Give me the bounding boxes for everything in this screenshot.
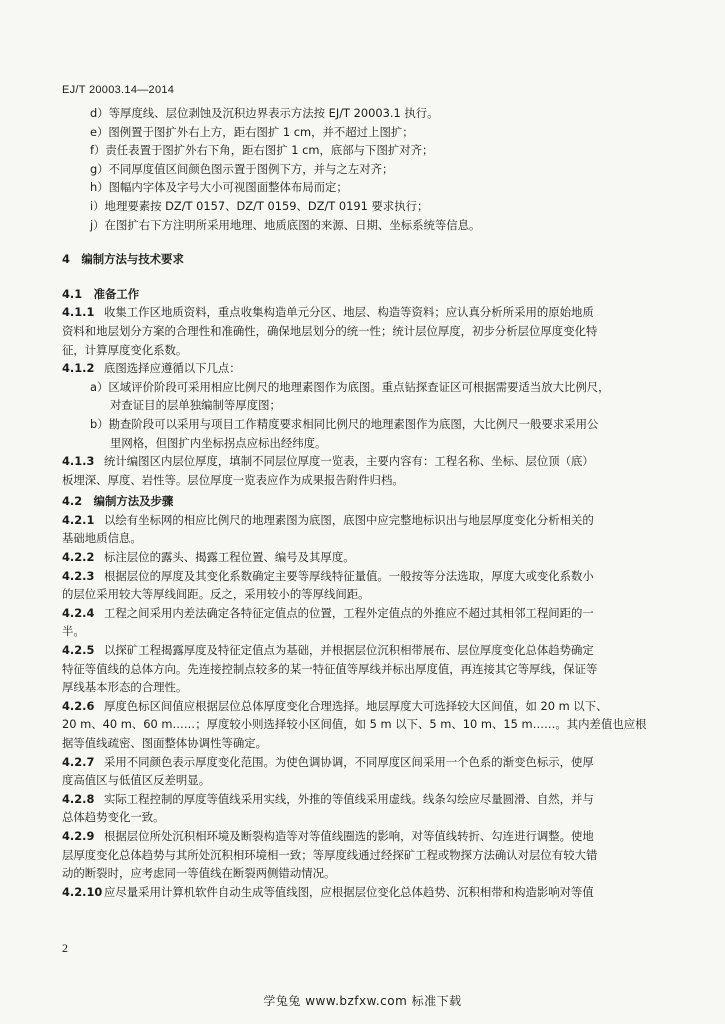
clause-text: 标注层位的露头、揭露工程位置、编号及其厚度。 bbox=[104, 550, 355, 565]
clause-4-2-9 bbox=[62, 827, 662, 883]
page-number: 2 bbox=[62, 941, 68, 955]
clause-text: 板埋深、厚度、岩性等。层位厚度一览表应作为成果报告附件归档。 bbox=[62, 472, 404, 487]
clause-number: 4.2.1 bbox=[62, 512, 95, 527]
list-item-j: j）在图扩右下方注明所采用地理、地质底图的来源、日期、坐标系统等信息。 bbox=[90, 217, 481, 232]
clause-text: 收集工作区地质资料，重点收集构造单元分区、地层、构造等资料；应认真分析所采用的原始地质 bbox=[104, 305, 594, 320]
clause-4-2-8 bbox=[62, 790, 662, 827]
list-item-a-cont: 对查证目的层单独编制等厚度图； bbox=[110, 398, 281, 413]
clause-4-2-5 bbox=[62, 641, 662, 697]
clause-text: 以绘有坐标网的相应比例尺的地理素图为底图，底图中应完整地标识出与地层厚度变化分析相关的 bbox=[104, 512, 594, 527]
clause-number: 4.2.4 bbox=[62, 605, 95, 620]
clause-text: 应尽量采用计算机软件自动生成等值线图，应根据层位变化总体趋势、沉积相带和构造影响对等值 bbox=[104, 884, 594, 899]
clause-4-1-1 bbox=[62, 303, 662, 359]
clause-4-1-2 bbox=[62, 359, 662, 452]
list-item-h: h）图幅内字体及字号大小可视图面整体布局而定； bbox=[90, 180, 348, 195]
section-4-2-heading: 4.2 编制方法及步骤 bbox=[62, 494, 174, 509]
clause-text: 20 m、40 m、60 m……；厚度较小则选择较小区间值，如 5 m 以下、5 m、10 m、15 m……。其内差值也应根 bbox=[62, 717, 647, 732]
clause-number: 4.2.10 bbox=[62, 884, 103, 899]
clause-text: 实际工程控制的厚度等值线采用实线，外推的等值线采用虚线。线条勾绘应尽量圆滑、自然，并与 bbox=[104, 791, 594, 806]
list-item-d: d）等厚度线、层位剥蚀及沉积边界表示方法按 EJ/T 20003.1 执行。 bbox=[90, 106, 439, 120]
clause-number: 4.2.5 bbox=[62, 643, 95, 658]
clause-text: 厚线基本形态的合理性。 bbox=[62, 680, 188, 695]
watermark-footer: 学兔兔 www.bzfxw.com 标准下载 bbox=[263, 994, 462, 1008]
clause-text: 统计编图区内层位厚度，填制不同层位厚度一览表，主要内容有：工程名称、坐标、层位顶（底） bbox=[104, 454, 594, 469]
clause-4-2-3 bbox=[62, 567, 662, 604]
clause-4-2-1 bbox=[62, 511, 662, 548]
page-content bbox=[62, 104, 662, 901]
document-header: EJ/T 20003.14—2014 bbox=[62, 84, 175, 96]
clause-number: 4.1.3 bbox=[62, 454, 95, 469]
list-item-f: f）责任表置于图扩外右下角，距右图扩 1 cm，底部与下图扩对齐； bbox=[90, 143, 434, 158]
list-item-g: g）不同厚度值区间颜色图示置于图例下方，并与之左对齐； bbox=[90, 161, 394, 176]
clause-text: 采用不同颜色表示厚度变化范围。为使色调协调，不同厚度区间采用一个色系的渐变色标示，使厚 bbox=[104, 754, 594, 769]
clause-text: 据等值线疏密、图面整体协调性等确定。 bbox=[62, 736, 268, 750]
list-item-b: b）勘查阶段可以采用与项目工作精度要求相同比例尺的地理素图作为底图，大比例尺一般要求采用公 bbox=[90, 416, 599, 431]
clause-text: 工程之间采用内差法确定各特征定值点的位置，工程外定值点的外推应不超过其相邻工程间距的一 bbox=[104, 605, 594, 620]
clause-number: 4.1.1 bbox=[62, 305, 95, 320]
clause-text: 根据层位的厚度及其变化系数确定主要等厚线特征量值。一般按等分法选取，厚度大或变化系数小 bbox=[104, 568, 594, 583]
clause-text: 度高值区与低值区反差明显。 bbox=[62, 773, 211, 788]
clause-text: 总体趋势变化一致。 bbox=[62, 810, 165, 825]
clause-text: 征，计算厚度变化系数。 bbox=[62, 342, 188, 357]
clause-4-2-4 bbox=[62, 604, 662, 641]
clause-text: 的层位采用较大等厚线间距。反之，采用较小的等厚线间距。 bbox=[62, 587, 370, 602]
clause-text: 层厚度变化总体趋势与其所处沉积相环境相一致；等厚度线通过经探矿工程或物探方法确认对层位有较大错 bbox=[62, 847, 598, 862]
clause-4-2-10 bbox=[62, 883, 662, 902]
clause-4-2-7 bbox=[62, 753, 662, 790]
clause-text: 根据层位所处沉积相环境及断裂构造等对等值线圈选的影响，对等值线转折、勾连进行调整。使地 bbox=[104, 828, 594, 843]
list-item-b-cont: 里网格，但图扩内坐标拐点应标出经纬度。 bbox=[110, 435, 327, 450]
clause-number: 4.2.7 bbox=[62, 754, 95, 769]
list-item-i: i）地理要素按 DZ/T 0157、DZ/T 0159、DZ/T 0191 要求执行； bbox=[90, 198, 429, 213]
clause-4-2-2 bbox=[62, 548, 662, 567]
list-item-e: e）图例置于图扩外右上方，距右图扩 1 cm，并不超过上图扩； bbox=[90, 124, 414, 139]
clause-4-1-3 bbox=[62, 452, 662, 489]
clause-text: 厚度色标区间值应根据层位总体厚度变化合理选择。地层厚度大可选择较大区间值，如 20 m 以下、 bbox=[104, 698, 608, 713]
clause-text: 基础地质信息。 bbox=[62, 531, 142, 546]
clause-text: 动的断裂时，应考虑同一等值线在断裂两侧错动情况。 bbox=[62, 866, 336, 881]
clause-text: 以探矿工程揭露厚度及特征定值点为基础，并根据层位沉积相带展布、层位厚度变化总体趋势确定 bbox=[104, 643, 594, 658]
clause-number: 4.1.2 bbox=[62, 361, 95, 376]
section-4-1-heading: 4.1 准备工作 bbox=[62, 286, 140, 301]
section-4-heading: 4 编制方法与技术要求 bbox=[62, 252, 184, 267]
clause-4-2-6 bbox=[62, 697, 662, 753]
clause-text: 资料和地层划分方案的合理性和准确性，确保地层划分的统一性；统计层位厚度，初步分析层位厚度变化特 bbox=[62, 323, 598, 338]
clause-number: 4.2.3 bbox=[62, 568, 95, 583]
clause-number: 4.2.8 bbox=[62, 791, 95, 806]
clause-text: 半。 bbox=[62, 624, 85, 639]
clause-number: 4.2.6 bbox=[62, 698, 95, 713]
clause-text: 特征等值线的总体方向。先连接控制点较多的某一特征值等厚线并标出厚度值，再连接其它等厚线，保证等 bbox=[62, 661, 598, 676]
clause-number: 4.2.9 bbox=[62, 828, 95, 843]
clause-number: 4.2.2 bbox=[62, 550, 95, 565]
list-item-a: a）区域评价阶段可采用相应比例尺的地理素图作为底图。重点钻探查证区可根据需要适当放大比例尺， bbox=[90, 379, 610, 394]
clause-text: 底图选择应遵循以下几点： bbox=[104, 361, 241, 376]
